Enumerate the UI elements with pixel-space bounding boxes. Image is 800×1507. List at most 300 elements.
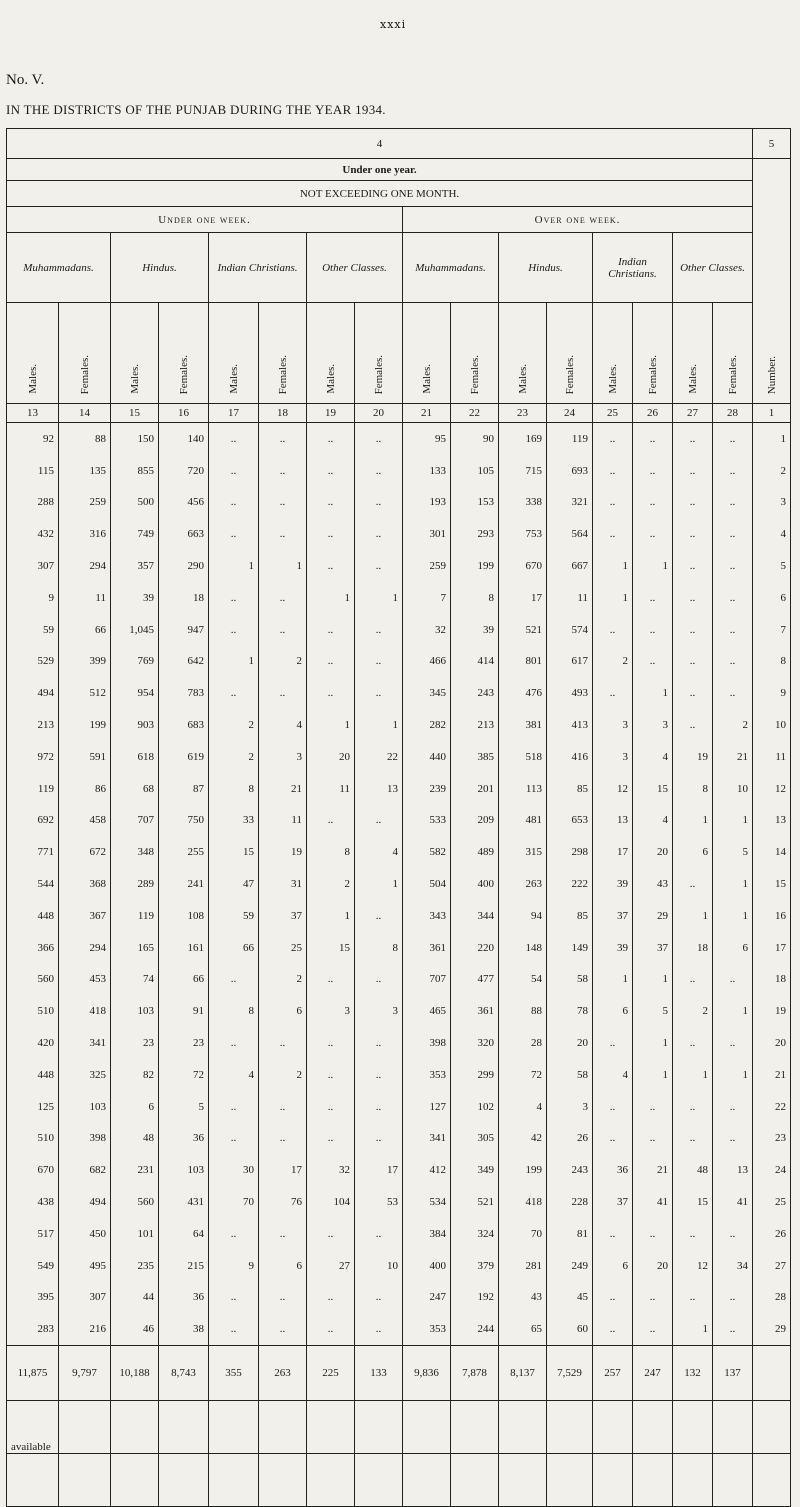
males-header-label: Males. [324, 364, 337, 394]
table-cell: 5 [159, 1091, 209, 1123]
table-cell: 29 [633, 900, 673, 932]
table-cell: 21 [259, 773, 307, 805]
total-cell: 8,743 [159, 1346, 209, 1401]
table-cell: .. [713, 1218, 753, 1250]
males-header [673, 303, 713, 404]
table-cell: 70 [209, 1186, 259, 1218]
table-cell: .. [209, 614, 259, 646]
table-cell: 510 [7, 1123, 59, 1155]
table-cell: 290 [159, 550, 209, 582]
table-cell: 3 [593, 741, 633, 773]
table-cell: 30 [209, 1154, 259, 1186]
table-cell: 19 [259, 836, 307, 868]
table-cell: 2 [259, 646, 307, 678]
table-cell: 88 [499, 995, 547, 1027]
table-cell: 70 [499, 1218, 547, 1250]
table-cell: 1 [673, 900, 713, 932]
empty-cell [673, 1401, 713, 1454]
table-cell: 27 [307, 1250, 355, 1282]
table-cell: 855 [111, 455, 159, 487]
column-number: 28 [713, 404, 753, 423]
table-cell: 307 [59, 1282, 111, 1314]
table-cell: 17 [593, 836, 633, 868]
table-cell: 420 [7, 1027, 59, 1059]
row-number-cell: 21 [753, 1059, 791, 1091]
table-cell: 209 [451, 805, 499, 837]
table-cell: 17 [499, 582, 547, 614]
table-cell: 450 [59, 1218, 111, 1250]
males-header [593, 303, 633, 404]
table-cell: 493 [547, 677, 593, 709]
table-cell: 59 [209, 900, 259, 932]
table-cell: 13 [593, 805, 633, 837]
table-cell: 36 [159, 1282, 209, 1314]
table-cell: 438 [7, 1186, 59, 1218]
table-cell: .. [259, 518, 307, 550]
table-cell: 8 [307, 836, 355, 868]
table-cell: 259 [59, 487, 111, 519]
table-cell: .. [209, 1313, 259, 1345]
table-cell: 48 [673, 1154, 713, 1186]
table-row [7, 1091, 791, 1123]
table-cell: .. [355, 1059, 403, 1091]
table-cell: .. [673, 614, 713, 646]
table-cell: 500 [111, 487, 159, 519]
males-header-label: Males. [420, 364, 433, 394]
empty-cell [499, 1454, 547, 1507]
table-cell: 432 [7, 518, 59, 550]
table-cell: 1 [633, 550, 673, 582]
empty-cell [673, 1454, 713, 1507]
table-cell: 74 [111, 964, 159, 996]
table-row [7, 550, 791, 582]
table-cell: 150 [111, 423, 159, 455]
table-cell: 88 [59, 423, 111, 455]
table-cell: 6 [111, 1091, 159, 1123]
table-cell: 1 [713, 1059, 753, 1091]
table-cell: 682 [59, 1154, 111, 1186]
table-cell: 453 [59, 964, 111, 996]
table-cell: 1,045 [111, 614, 159, 646]
table-cell: .. [209, 964, 259, 996]
table-cell: .. [713, 423, 753, 455]
row-number-cell: 14 [753, 836, 791, 868]
table-cell: 357 [111, 550, 159, 582]
table-cell: .. [713, 614, 753, 646]
table-cell: 456 [159, 487, 209, 519]
table-cell: .. [713, 1091, 753, 1123]
table-cell: .. [355, 1218, 403, 1250]
row-number-cell: 3 [753, 487, 791, 519]
table-cell: 222 [547, 868, 593, 900]
table-cell: 282 [403, 709, 451, 741]
row-number-cell: 27 [753, 1250, 791, 1282]
table-cell: 400 [403, 1250, 451, 1282]
data-body [7, 423, 791, 1346]
table-cell: 48 [111, 1123, 159, 1155]
column-number: 26 [633, 404, 673, 423]
table-cell: 3 [355, 995, 403, 1027]
table-cell: 215 [159, 1250, 209, 1282]
table-cell: 489 [451, 836, 499, 868]
table-cell: 18 [159, 582, 209, 614]
table-cell: 2 [593, 646, 633, 678]
table-cell: 431 [159, 1186, 209, 1218]
empty-cell [451, 1454, 499, 1507]
table-cell: 46 [111, 1313, 159, 1345]
table-cell: .. [593, 1218, 633, 1250]
table-cell: 119 [111, 900, 159, 932]
table-cell: 1 [673, 1313, 713, 1345]
table-cell: 12 [593, 773, 633, 805]
table-cell: 1 [593, 550, 633, 582]
table-cell: 6 [713, 932, 753, 964]
table-cell: 58 [547, 964, 593, 996]
over-one-week-label: Over one week. [403, 207, 753, 233]
statistics-table [6, 128, 791, 1507]
empty-cell [403, 1401, 451, 1454]
table-cell: 4 [633, 741, 673, 773]
column-number: 27 [673, 404, 713, 423]
table-cell: .. [307, 455, 355, 487]
table-cell: 1 [713, 805, 753, 837]
table-cell: 338 [499, 487, 547, 519]
empty-cell [7, 1454, 59, 1507]
table-cell: 384 [403, 1218, 451, 1250]
table-cell: .. [673, 868, 713, 900]
table-cell: 400 [451, 868, 499, 900]
row-number-cell: 5 [753, 550, 791, 582]
females-header-label: Females. [646, 354, 659, 394]
table-cell: .. [307, 1218, 355, 1250]
table-cell: 481 [499, 805, 547, 837]
table-cell: 3 [547, 1091, 593, 1123]
table-cell: 2 [209, 741, 259, 773]
table-cell: 86 [59, 773, 111, 805]
total-cell: 7,529 [547, 1346, 593, 1401]
table-cell: 345 [403, 677, 451, 709]
table-row [7, 1154, 791, 1186]
table-cell: .. [307, 614, 355, 646]
table-cell: 560 [111, 1186, 159, 1218]
table-cell: .. [355, 487, 403, 519]
available-row [7, 1401, 791, 1454]
table-cell: 20 [547, 1027, 593, 1059]
table-cell: .. [355, 677, 403, 709]
table-cell: 8 [673, 773, 713, 805]
under-one-year-label: Under one year. [7, 159, 753, 181]
table-cell: 1 [673, 1059, 713, 1091]
table-cell: 418 [59, 995, 111, 1027]
class-muhammadans-under: Muhammadans. [7, 233, 111, 303]
table-cell: .. [673, 487, 713, 519]
table-cell: 72 [159, 1059, 209, 1091]
table-cell: .. [713, 964, 753, 996]
table-cell: 60 [547, 1313, 593, 1345]
table-cell: 2 [259, 964, 307, 996]
table-row [7, 1186, 791, 1218]
total-cell: 9,836 [403, 1346, 451, 1401]
table-cell: .. [307, 1282, 355, 1314]
table-cell: 119 [547, 423, 593, 455]
statement-number: No. V. [6, 72, 45, 88]
table-cell: 1 [593, 582, 633, 614]
table-cell: 259 [403, 550, 451, 582]
table-cell: .. [355, 455, 403, 487]
empty-cell [111, 1401, 159, 1454]
table-cell: 294 [59, 550, 111, 582]
table-cell: .. [307, 1059, 355, 1091]
table-cell: 466 [403, 646, 451, 678]
table-cell: .. [633, 614, 673, 646]
females-header-label: Females. [563, 354, 576, 394]
females-header [59, 303, 111, 404]
table-cell: 54 [499, 964, 547, 996]
table-cell: .. [593, 487, 633, 519]
table-cell: 125 [7, 1091, 59, 1123]
table-cell: 87 [159, 773, 209, 805]
table-cell: 243 [547, 1154, 593, 1186]
table-cell: 216 [59, 1313, 111, 1345]
table-cell: .. [673, 423, 713, 455]
table-cell: 41 [633, 1186, 673, 1218]
table-cell: .. [673, 964, 713, 996]
column-number: 23 [499, 404, 547, 423]
table-cell: 315 [499, 836, 547, 868]
table-cell: 11 [59, 582, 111, 614]
table-cell: 12 [673, 1250, 713, 1282]
table-cell: 19 [673, 741, 713, 773]
table-cell: 1 [593, 964, 633, 996]
males-header-label: Males. [26, 364, 39, 394]
females-header [355, 303, 403, 404]
table-cell: 521 [451, 1186, 499, 1218]
table-cell: .. [307, 1123, 355, 1155]
table-cell: 1 [633, 964, 673, 996]
table-cell: 199 [499, 1154, 547, 1186]
total-cell: 225 [307, 1346, 355, 1401]
table-cell: 518 [499, 741, 547, 773]
table-cell: 21 [713, 741, 753, 773]
table-cell: 972 [7, 741, 59, 773]
table-cell: 39 [451, 614, 499, 646]
table-cell: 153 [451, 487, 499, 519]
column-number: 16 [159, 404, 209, 423]
class-hindus-under: Hindus. [111, 233, 209, 303]
total-cell: 137 [713, 1346, 753, 1401]
table-cell: 494 [59, 1186, 111, 1218]
table-cell: .. [259, 487, 307, 519]
table-cell: 4 [355, 836, 403, 868]
table-cell: 320 [451, 1027, 499, 1059]
table-row [7, 741, 791, 773]
table-cell: .. [713, 582, 753, 614]
empty-cell [355, 1401, 403, 1454]
table-cell: 692 [7, 805, 59, 837]
table-cell: 385 [451, 741, 499, 773]
table-cell: 381 [499, 709, 547, 741]
table-cell: 239 [403, 773, 451, 805]
table-row [7, 900, 791, 932]
table-row [7, 836, 791, 868]
table-row [7, 932, 791, 964]
table-cell: 101 [111, 1218, 159, 1250]
table-cell: 199 [59, 709, 111, 741]
table-cell: 247 [403, 1282, 451, 1314]
empty-cell [159, 1401, 209, 1454]
table-cell: .. [355, 1313, 403, 1345]
table-cell: 4 [593, 1059, 633, 1091]
table-cell: .. [673, 550, 713, 582]
total-cell: 263 [259, 1346, 307, 1401]
table-cell: .. [713, 518, 753, 550]
table-cell: 413 [547, 709, 593, 741]
table-cell: .. [633, 1282, 673, 1314]
females-header [547, 303, 593, 404]
empty-cell [59, 1454, 111, 1507]
males-header-label: Males. [606, 364, 619, 394]
females-header-label: Females. [468, 354, 481, 394]
table-cell: .. [209, 1091, 259, 1123]
table-cell: 31 [259, 868, 307, 900]
table-cell: 2 [307, 868, 355, 900]
table-cell: 119 [7, 773, 59, 805]
table-cell: .. [673, 455, 713, 487]
table-cell: 7 [403, 582, 451, 614]
table-cell: 683 [159, 709, 209, 741]
table-cell: 103 [59, 1091, 111, 1123]
table-cell: .. [259, 1282, 307, 1314]
table-cell: 1 [673, 805, 713, 837]
table-cell: .. [633, 1091, 673, 1123]
table-cell: .. [593, 1027, 633, 1059]
table-cell: 192 [451, 1282, 499, 1314]
table-cell: 64 [159, 1218, 209, 1250]
table-cell: 3 [633, 709, 673, 741]
table-cell: 4 [209, 1059, 259, 1091]
table-cell: 667 [547, 550, 593, 582]
table-cell: 104 [307, 1186, 355, 1218]
row-number-cell: 15 [753, 868, 791, 900]
table-cell: 2 [673, 995, 713, 1027]
table-cell: .. [673, 582, 713, 614]
table-cell: 33 [209, 805, 259, 837]
table-cell: 418 [499, 1186, 547, 1218]
table-cell: 4 [499, 1091, 547, 1123]
table-cell: 753 [499, 518, 547, 550]
table-cell: 6 [673, 836, 713, 868]
table-cell: .. [209, 518, 259, 550]
table-cell: .. [633, 518, 673, 550]
table-row [7, 773, 791, 805]
table-cell: 349 [451, 1154, 499, 1186]
table-cell: .. [355, 1027, 403, 1059]
table-cell: .. [713, 677, 753, 709]
row-number-cell: 9 [753, 677, 791, 709]
table-row [7, 805, 791, 837]
table-cell: 148 [499, 932, 547, 964]
table-cell: 66 [209, 932, 259, 964]
table-cell: 249 [547, 1250, 593, 1282]
table-cell: 642 [159, 646, 209, 678]
table-cell: .. [593, 614, 633, 646]
table-cell: .. [259, 614, 307, 646]
table-row [7, 646, 791, 678]
table-cell: 43 [499, 1282, 547, 1314]
row-number-cell: 28 [753, 1282, 791, 1314]
males-header [499, 303, 547, 404]
table-cell: .. [633, 1123, 673, 1155]
total-cell [753, 1346, 791, 1401]
table-cell: .. [209, 1027, 259, 1059]
table-cell: 324 [451, 1218, 499, 1250]
table-cell: 113 [499, 773, 547, 805]
table-cell: 368 [59, 868, 111, 900]
table-cell: 512 [59, 677, 111, 709]
table-cell: 76 [259, 1186, 307, 1218]
table-cell: 15 [673, 1186, 713, 1218]
table-cell: .. [307, 677, 355, 709]
table-cell: .. [673, 1282, 713, 1314]
table-cell: .. [713, 1123, 753, 1155]
table-cell: .. [593, 1091, 633, 1123]
table-cell: 343 [403, 900, 451, 932]
empty-cell [713, 1401, 753, 1454]
table-cell: 47 [209, 868, 259, 900]
table-cell: 65 [499, 1313, 547, 1345]
table-cell: 534 [403, 1186, 451, 1218]
table-cell: 750 [159, 805, 209, 837]
table-cell: 707 [111, 805, 159, 837]
females-header [633, 303, 673, 404]
table-cell: 78 [547, 995, 593, 1027]
empty-cell [593, 1401, 633, 1454]
row-number-cell: 17 [753, 932, 791, 964]
table-cell: 591 [59, 741, 111, 773]
table-cell: .. [593, 1123, 633, 1155]
row-number-cell: 25 [753, 1186, 791, 1218]
table-cell: 213 [7, 709, 59, 741]
table-cell: 670 [499, 550, 547, 582]
column-number: 18 [259, 404, 307, 423]
table-cell: 398 [59, 1123, 111, 1155]
table-cell: 348 [111, 836, 159, 868]
table-cell: .. [713, 455, 753, 487]
table-cell: 1 [713, 995, 753, 1027]
table-cell: 2 [713, 709, 753, 741]
table-cell: .. [633, 455, 673, 487]
class-indian-christians-over: Indian Christians. [593, 233, 673, 303]
table-cell: .. [355, 518, 403, 550]
table-cell: .. [713, 550, 753, 582]
table-cell: 13 [713, 1154, 753, 1186]
table-cell: 213 [451, 709, 499, 741]
table-cell: 8 [209, 773, 259, 805]
table-cell: 165 [111, 932, 159, 964]
males-header-label: Males. [686, 364, 699, 394]
table-cell: .. [713, 1282, 753, 1314]
table-cell: 398 [403, 1027, 451, 1059]
table-cell: 560 [7, 964, 59, 996]
table-cell: 353 [403, 1059, 451, 1091]
table-cell: 10 [355, 1250, 403, 1282]
table-cell: 44 [111, 1282, 159, 1314]
table-cell: 37 [259, 900, 307, 932]
table-cell: 1 [713, 868, 753, 900]
table-cell: 715 [499, 455, 547, 487]
table-cell: 199 [451, 550, 499, 582]
table-cell: 564 [547, 518, 593, 550]
